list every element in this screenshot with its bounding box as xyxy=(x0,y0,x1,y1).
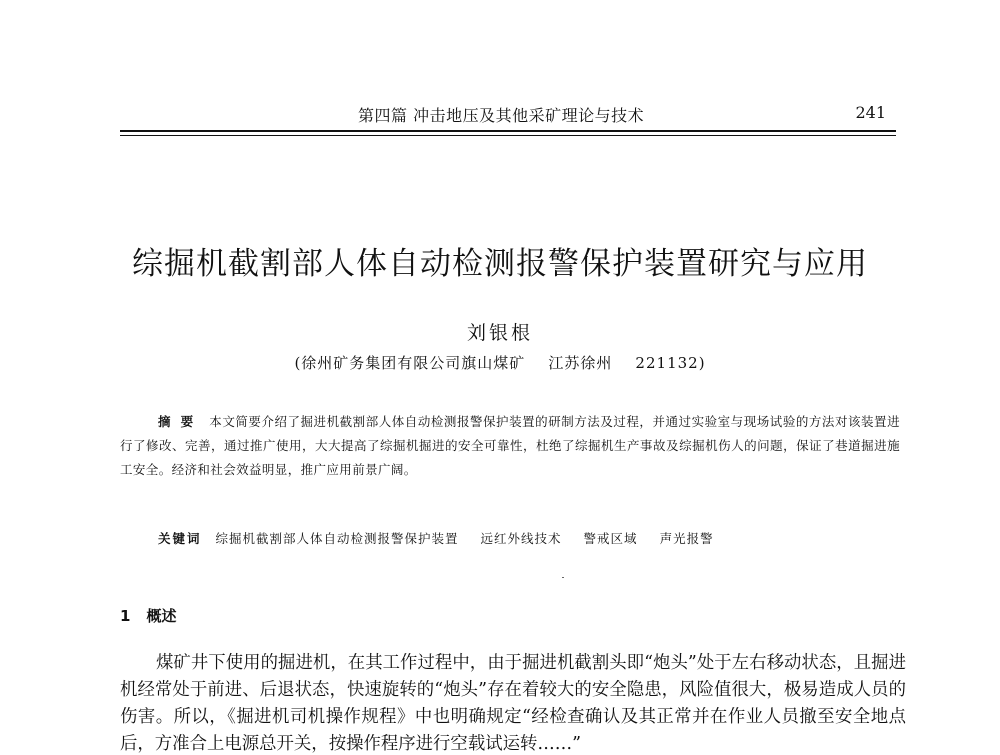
section-number: 1 xyxy=(120,607,131,625)
author-name: 刘银根 xyxy=(466,322,533,344)
keyword-item: 综掘机截割部人体自动检测报警保护装置 xyxy=(215,531,459,546)
scan-speck xyxy=(562,577,564,578)
header-rule-thin xyxy=(120,135,896,136)
keywords xyxy=(158,527,898,551)
keyword-item: 警戒区域 xyxy=(583,531,638,546)
abstract-label: 摘要 xyxy=(158,414,204,429)
section-heading xyxy=(120,605,176,626)
body-paragraph: 煤矿井下使用的掘进机，在其工作过程中，由于掘进机截割头即“炮头”处于左右移动状态，且掘进机经常处于前进、后退状态，快速旋转的“炮头”存在着较大的安全隐患，风险值很大，极易造成人员的伤害。所以，《掘进机司机操作规程》中也明确规定“经检查确认及其正常并在作业人员撤至安全地点后，方准合上电源总开关，按操作程序进行空载试运转……” xyxy=(120,653,906,754)
section-title: 概述 xyxy=(146,607,177,625)
paper-title: 综掘机截割部人体自动检测报警保护装置研究与应用 xyxy=(132,246,868,282)
keyword-item: 声光报警 xyxy=(659,531,714,546)
header-rule-thick xyxy=(120,130,896,132)
running-header xyxy=(120,103,896,127)
keywords-label: 关键词 xyxy=(158,531,202,546)
abstract xyxy=(120,410,900,482)
page-number: 241 xyxy=(855,103,886,122)
running-header-title: 第四篇 冲击地压及其他采矿理论与技术 xyxy=(358,106,645,125)
abstract-text: 本文简要介绍了掘进机截割部人体自动检测报警保护装置的研制方法及过程，并通过实验室与现场试验的方法对该装置进行了修改、完善，通过推广使用，大大提高了综掘机掘进的安全可靠性，杜绝了综掘机生产事故及综掘机伤人的问题，保证了巷道掘进施工安全。经济和社会效益明显，推广应用前景广阔。 xyxy=(120,414,900,477)
keyword-item: 远红外线技术 xyxy=(480,531,562,546)
author-affiliation: (徐州矿务集团有限公司旗山煤矿 江苏徐州 221132) xyxy=(294,354,706,372)
